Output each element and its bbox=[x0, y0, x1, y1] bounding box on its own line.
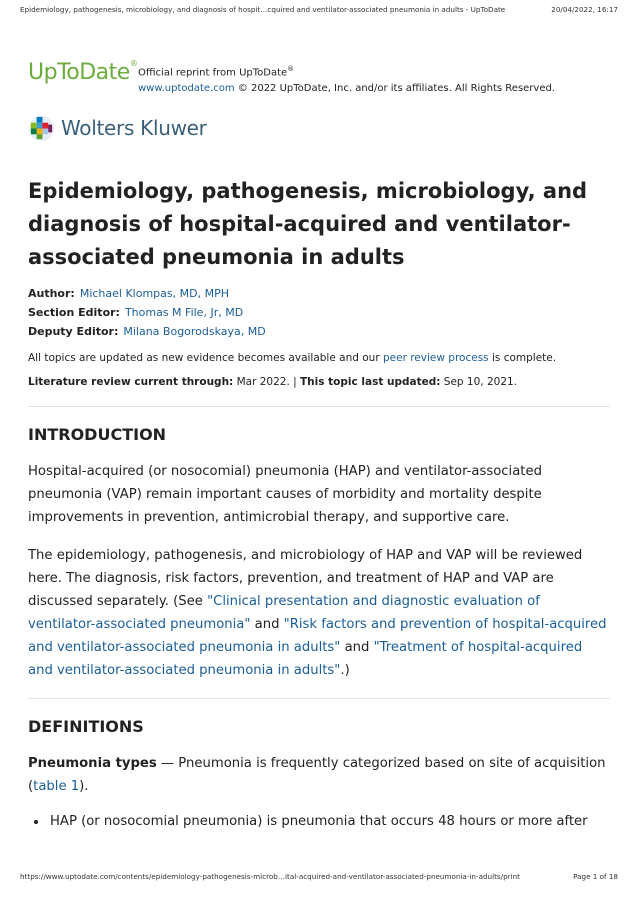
pneumonia-types-label: Pneumonia types bbox=[28, 756, 157, 772]
section-divider bbox=[28, 406, 610, 407]
introduction-paragraph-1: Hospital-acquired (or nosocomial) pneumonia (HAP) and ventilator-associated pneumonia (VAP) remain important causes of morbidity and mortality despite improvements in prevention, antimicrobial therapy, and supportive care. bbox=[28, 464, 542, 526]
section-divider bbox=[28, 698, 610, 699]
print-header-datetime: 20/04/2022, 16:17 bbox=[551, 5, 618, 14]
publisher-logo bbox=[28, 111, 610, 145]
copyright-text: © 2022 UpToDate, Inc. and/or its affiliates. All Rights Reserved. bbox=[234, 83, 556, 95]
review-dates bbox=[28, 374, 610, 390]
print-footer bbox=[0, 872, 638, 881]
brand-row bbox=[28, 58, 610, 97]
deputy-editor-link[interactable]: Milana Bogorodskaya, MD bbox=[123, 325, 266, 339]
risk-factors-link[interactable]: "Risk factors and prevention of hospital-acquired and ventilator-associated pneumonia in adults" bbox=[28, 617, 607, 656]
print-header-title: Epidemiology, pathogenesis, microbiology, and diagnosis of hospit…cquired and ventilator-associated pneumonia in adults - UpToDate bbox=[20, 5, 506, 14]
section-editor-link[interactable]: Thomas M File, Jr, MD bbox=[124, 306, 244, 320]
peer-review-link[interactable]: peer review process bbox=[382, 352, 489, 365]
treatment-link[interactable]: "Treatment of hospital-acquired and ventilator-associated pneumonia in adults" bbox=[28, 640, 583, 679]
last-updated-label: This topic last updated: bbox=[300, 376, 441, 389]
print-header bbox=[0, 5, 638, 14]
lit-review-label: Literature review current through: bbox=[28, 376, 234, 389]
wolters-kluwer-globe-icon bbox=[28, 115, 55, 142]
pneumonia-types-paragraph: Pneumonia types — Pneumonia is frequently categorized based on site of acquisition (table 1). bbox=[28, 756, 606, 795]
print-footer-page: Page 1 of 18 bbox=[573, 872, 618, 881]
uptodate-site-link[interactable]: www.uptodate.com bbox=[138, 83, 235, 95]
definitions-heading: DEFINITIONS bbox=[28, 717, 144, 737]
reprint-line: Official reprint from UpToDate bbox=[138, 67, 288, 79]
clinical-presentation-link[interactable]: "Clinical presentation and diagnostic evaluation of ventilator-associated pneumonia" bbox=[28, 594, 540, 633]
deputy-editor-label: Deputy Editor: bbox=[28, 325, 119, 339]
update-note: All topics are updated as new evidence becomes available and our peer review process is complete. bbox=[28, 352, 557, 365]
lit-review-value: Mar 2022. | bbox=[233, 376, 301, 389]
table-1-link[interactable]: table 1 bbox=[33, 779, 80, 795]
author-link[interactable]: Michael Klompas, MD, MPH bbox=[79, 287, 229, 301]
article-title: Epidemiology, pathogenesis, microbiology, and diagnosis of hospital-acquired and ventilator-associated pneumonia in adults bbox=[28, 179, 588, 270]
introduction-paragraph-2: The epidemiology, pathogenesis, and microbiology of HAP and VAP will be reviewed here. The diagnosis, risk factors, prevention, and treatment of HAP and VAP are discussed separately. (See "Clinical presentation and diagnostic evaluation of ventilator-associated pneumonia" and "Risk factors and prevention of hospital-acquired and ventilator-associated pneumonia in adults" and "Treatment of hospital-acquired and ventilator-associated pneumonia in adults".) bbox=[28, 548, 607, 679]
author-label: Author: bbox=[28, 287, 75, 301]
print-footer-url: https://www.uptodate.com/contents/epidemiology-pathogenesis-microb…ital-acquired-and-ventilator-associated-pneumonia-in-adults/print bbox=[20, 872, 520, 881]
last-updated-value: Sep 10, 2021. bbox=[440, 376, 518, 389]
section-editor-label: Section Editor: bbox=[28, 306, 120, 320]
article-credits bbox=[28, 284, 610, 341]
uptodate-logo: UpToDate® bbox=[28, 59, 138, 85]
list-item: • HAP (or nosocomial pneumonia) is pneumonia that occurs 48 hours or more after bbox=[48, 810, 610, 833]
pneumonia-types-list bbox=[28, 810, 610, 833]
reprint-notice: Official reprint from UpToDate® www.uptodate.com © 2022 UpToDate, Inc. and/or its affiliates. All Rights Reserved. bbox=[138, 65, 556, 95]
publisher-name: Wolters Kluwer bbox=[61, 116, 207, 141]
introduction-heading: INTRODUCTION bbox=[28, 425, 167, 445]
article-page bbox=[28, 58, 610, 833]
